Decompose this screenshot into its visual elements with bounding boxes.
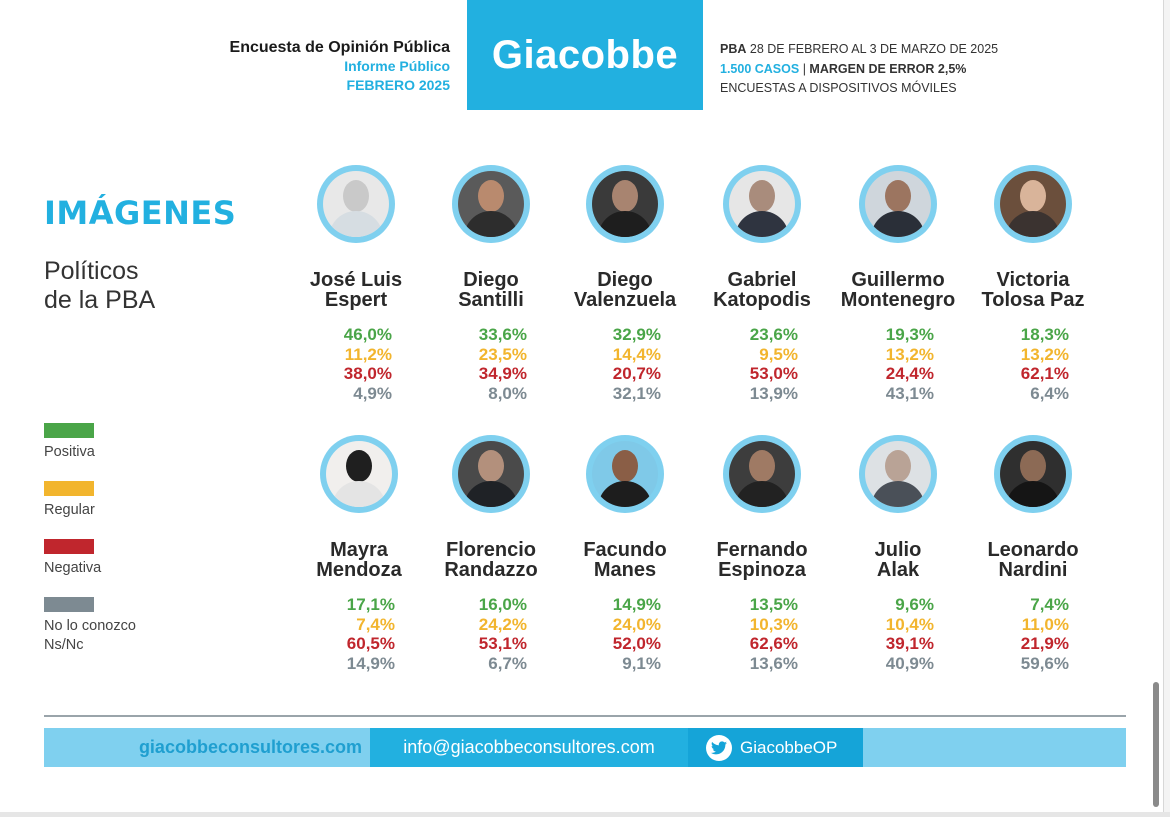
person-name: Diego Valenzuela: [573, 269, 677, 311]
value-negativa: 34,9%: [478, 364, 527, 383]
value-regular: 24,0%: [612, 614, 661, 634]
person-values: [963, 595, 1103, 673]
person-photo-icon: [994, 435, 1072, 513]
report-type: Informe Público: [344, 58, 450, 74]
separator: |: [799, 61, 810, 76]
person-values: [286, 325, 426, 403]
person-card: [555, 165, 695, 403]
person-name: Fernando Espinoza: [716, 539, 808, 581]
survey-title: Encuesta de Opinión Pública: [229, 39, 450, 56]
person-name: Victoria Tolosa Paz: [981, 269, 1085, 311]
person-values: [692, 595, 832, 673]
legend-label: Positiva: [44, 444, 95, 460]
subtitle-line-1: Políticos: [44, 257, 139, 285]
person-card: [421, 165, 561, 403]
legend-swatch-regular: [44, 481, 94, 496]
person-photo-icon: [452, 165, 530, 243]
person-photo-icon: [452, 435, 530, 513]
person-name: Leonardo Nardini: [987, 539, 1079, 581]
value-positiva: 32,9%: [612, 325, 661, 344]
person-photo-icon: [317, 165, 395, 243]
person-photo-icon: [859, 165, 937, 243]
value-regular: 13,2%: [1020, 344, 1069, 364]
person-card: [828, 165, 968, 403]
value-regular: 11,2%: [344, 344, 392, 364]
value-positiva: 33,6%: [478, 325, 527, 344]
value-regular: 14,4%: [612, 344, 661, 364]
window-edge: [1163, 0, 1170, 817]
sample-size: 1.500 CASOS: [720, 61, 800, 76]
error-margin: MARGEN DE ERROR 2,5%: [809, 61, 967, 76]
person-name: Diego Santilli: [458, 269, 524, 311]
value-positiva: 9,6%: [895, 595, 934, 614]
person-card: [289, 435, 429, 673]
value-positiva: 16,0%: [478, 595, 527, 614]
person-card: [692, 435, 832, 673]
person-values: [421, 325, 561, 403]
value-regular: 13,2%: [885, 344, 934, 364]
report-date: FEBRERO 2025: [346, 77, 450, 93]
person-photo-icon: [320, 435, 398, 513]
person-card: [692, 165, 832, 403]
person-name: Julio Alak: [874, 539, 922, 581]
person-photo-icon: [723, 435, 801, 513]
person-photo-icon: [859, 435, 937, 513]
email-link[interactable]: info@giacobbeconsultores.com: [370, 728, 688, 767]
value-no-conoce: 40,9%: [885, 653, 934, 673]
value-negativa: 53,1%: [478, 634, 527, 653]
value-negativa: 52,0%: [612, 634, 661, 653]
value-negativa: 20,7%: [612, 364, 661, 383]
value-no-conoce: 43,1%: [885, 383, 934, 403]
value-positiva: 18,3%: [1020, 325, 1069, 344]
twitter-handle: GiacobbeOP: [740, 738, 838, 757]
section-title: IMÁGENES: [44, 194, 237, 232]
legend-label: No lo conozco: [44, 618, 136, 634]
value-negativa: 38,0%: [343, 364, 392, 383]
person-card: [555, 435, 695, 673]
person-card: [828, 435, 968, 673]
person-name: Mayra Mendoza: [316, 539, 402, 581]
person-values: [692, 325, 832, 403]
value-regular: 11,0%: [1021, 614, 1069, 634]
person-name: Guillermo Montenegro: [840, 269, 956, 311]
person-name: Facundo Manes: [583, 539, 667, 581]
person-card: [421, 435, 561, 673]
legend-positiva: [44, 423, 95, 462]
legend-swatch-no-conoce: [44, 597, 94, 612]
value-negativa: 53,0%: [749, 364, 798, 383]
subtitle-line-2: de la PBA: [44, 286, 156, 314]
person-card: [963, 165, 1103, 403]
value-positiva: 14,9%: [612, 595, 661, 614]
person-photo-icon: [586, 165, 664, 243]
survey-dates: 28 DE FEBRERO AL 3 DE MARZO DE 2025: [746, 42, 999, 56]
value-positiva: 23,6%: [749, 325, 798, 344]
legend-swatch-positiva: [44, 423, 94, 438]
value-no-conoce: 9,1%: [622, 653, 661, 673]
survey-sample: [720, 60, 998, 80]
value-no-conoce: 6,4%: [1030, 383, 1069, 403]
value-negativa: 24,4%: [885, 364, 934, 383]
region-label: PBA: [720, 42, 747, 56]
twitter-bird-icon: [706, 735, 732, 761]
section-subtitle: [44, 257, 155, 315]
value-regular: 7,4%: [356, 614, 395, 634]
footer-divider: [44, 715, 1126, 717]
person-photo-icon: [723, 165, 801, 243]
value-positiva: 7,4%: [1030, 595, 1069, 614]
person-values: [421, 595, 561, 673]
value-no-conoce: 59,6%: [1020, 653, 1069, 673]
person-photo-icon: [586, 435, 664, 513]
value-regular: 9,5%: [759, 344, 798, 364]
value-negativa: 39,1%: [885, 634, 934, 653]
person-name: Florencio Randazzo: [444, 539, 538, 581]
legend-label-secondary: Ns/Nc: [44, 637, 84, 653]
person-photo-icon: [994, 165, 1072, 243]
survey-details: [720, 40, 998, 99]
person-card: [963, 435, 1103, 673]
person-card: [286, 165, 426, 403]
person-values: [555, 595, 695, 673]
survey-method: ENCUESTAS A DISPOSITIVOS MÓVILES: [720, 81, 957, 95]
value-regular: 24,2%: [478, 614, 527, 634]
window-bottom-edge: [0, 812, 1170, 817]
value-no-conoce: 14,9%: [346, 653, 395, 673]
footer-bar: [44, 728, 1126, 767]
value-positiva: 46,0%: [343, 325, 392, 344]
value-positiva: 17,1%: [346, 595, 395, 614]
person-name: Gabriel Katopodis: [713, 269, 811, 311]
value-positiva: 13,5%: [749, 595, 798, 614]
value-no-conoce: 6,7%: [488, 653, 527, 673]
brand-logo: Giacobbe: [467, 0, 703, 110]
value-positiva: 19,3%: [885, 325, 934, 344]
value-no-conoce: 13,9%: [749, 383, 798, 403]
person-values: [289, 595, 429, 673]
value-negativa: 21,9%: [1020, 634, 1069, 653]
legend-label: Negativa: [44, 560, 102, 576]
value-no-conoce: 13,6%: [749, 653, 798, 673]
legend-no-conoce: [44, 597, 136, 655]
website-link[interactable]: giacobbeconsultores.com: [138, 737, 362, 757]
legend-label: Regular: [44, 502, 95, 518]
legend-regular: [44, 481, 95, 520]
person-values: [828, 325, 968, 403]
person-values: [828, 595, 968, 673]
value-negativa: 62,1%: [1020, 364, 1069, 383]
twitter-link[interactable]: [688, 728, 863, 767]
value-no-conoce: 4,9%: [353, 383, 392, 403]
survey-period: [720, 40, 998, 60]
value-no-conoce: 32,1%: [612, 383, 661, 403]
legend-swatch-negativa: [44, 539, 94, 554]
value-regular: 10,3%: [749, 614, 798, 634]
value-regular: 23,5%: [478, 344, 527, 364]
legend-negativa: [44, 539, 101, 578]
value-negativa: 62,6%: [749, 634, 798, 653]
value-negativa: 60,5%: [346, 634, 395, 653]
person-name: José Luis Espert: [309, 269, 403, 311]
value-regular: 10,4%: [885, 614, 934, 634]
person-values: [963, 325, 1103, 403]
scrollbar-thumb[interactable]: [1153, 682, 1159, 807]
person-values: [555, 325, 695, 403]
value-no-conoce: 8,0%: [488, 383, 527, 403]
report-header-left: [230, 38, 450, 95]
